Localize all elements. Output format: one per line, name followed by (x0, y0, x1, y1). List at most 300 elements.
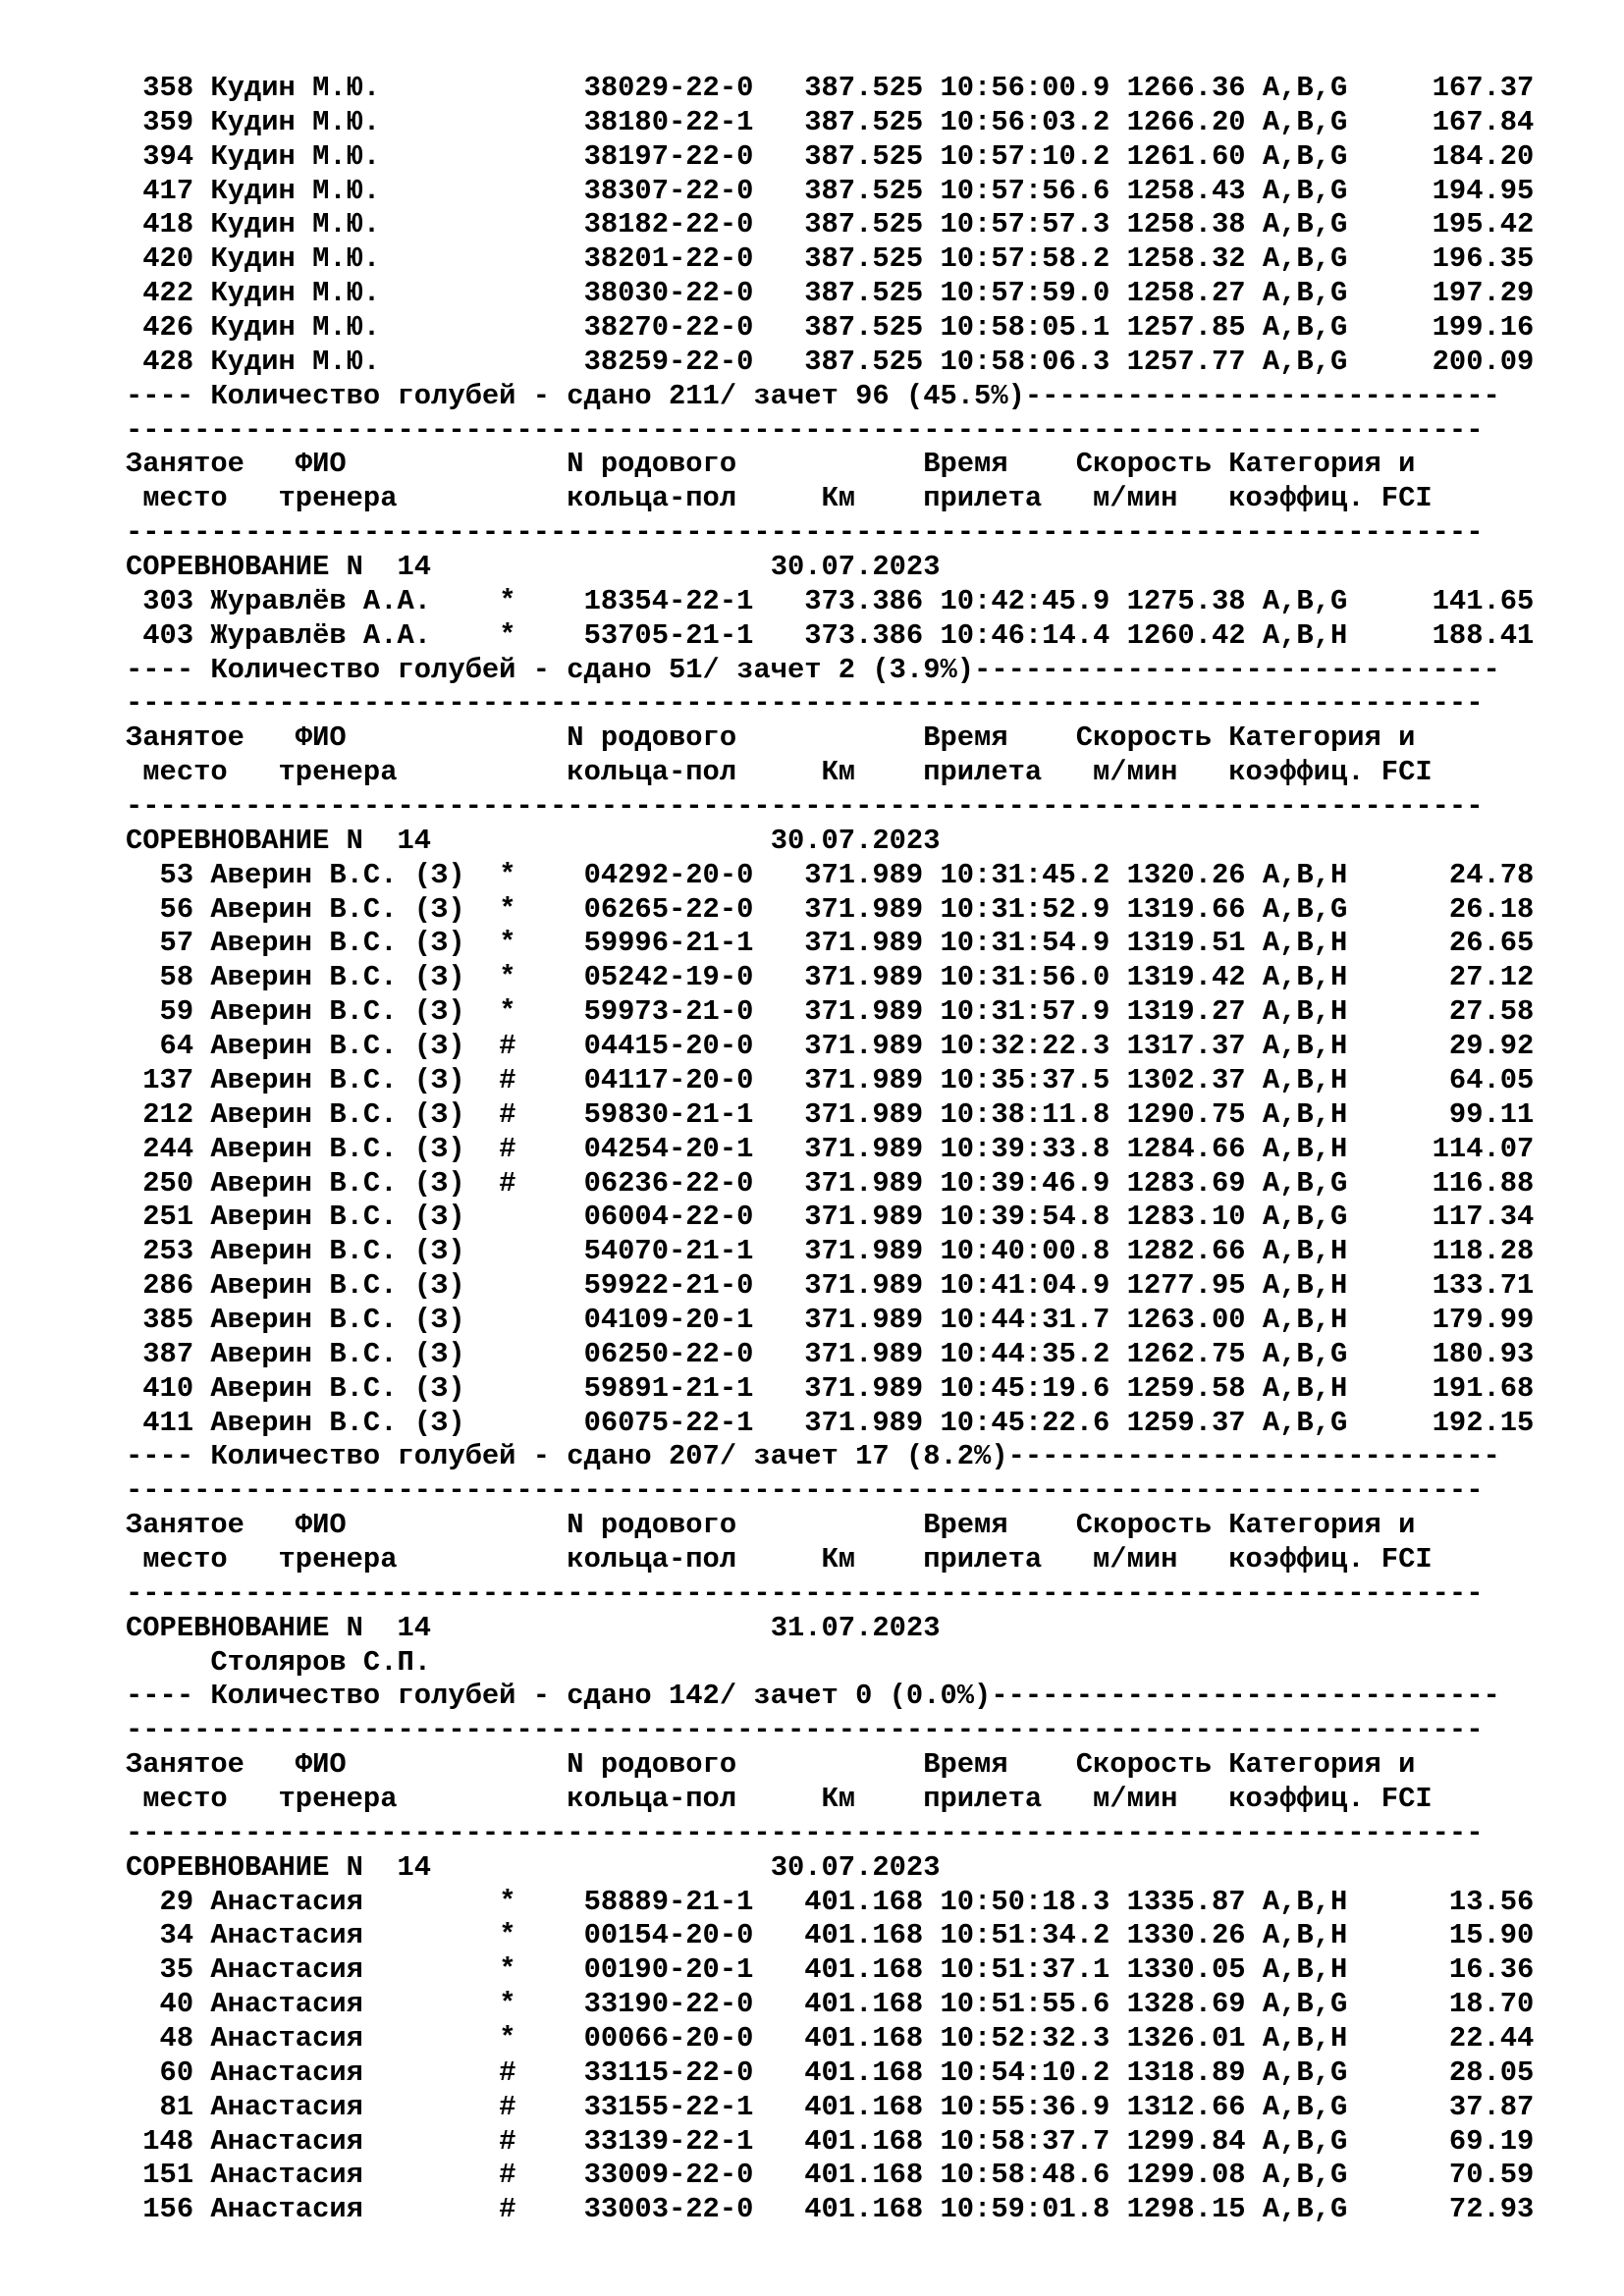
ring-cell: 33139-22-1 (583, 2124, 805, 2158)
ring-cell: 06236-22-0 (583, 1166, 805, 1200)
trainer-name-cell: Аверин В.С. (З) (193, 1063, 500, 1096)
category-cell: A,B,H (1262, 618, 1348, 652)
ring-cell: 00154-20-0 (583, 1919, 805, 1952)
category-cell: A,B,G (1262, 72, 1348, 104)
mark-cell: # (499, 1030, 584, 1063)
distance-cell: 387.525 (804, 277, 941, 310)
speed-cell: 1275.38 (1126, 584, 1263, 617)
result-row (126, 1407, 1534, 1441)
speed-cell: 1262.75 (1126, 1337, 1263, 1370)
arrival-time-cell: 10:58:06.3 (940, 345, 1127, 378)
mark-cell: * (499, 927, 584, 960)
place-cell: 385 (126, 1303, 194, 1336)
fci-cell: 72.93 (1347, 2193, 1535, 2226)
distance-cell: 387.525 (804, 72, 941, 104)
competition-date: 30.07.2023 (770, 824, 941, 857)
speed-cell: 1290.75 (1126, 1097, 1263, 1131)
arrival-time-cell: 10:54:10.2 (940, 2056, 1127, 2089)
arrival-time-cell: 10:38:11.8 (940, 1097, 1127, 1131)
mark-cell (499, 1372, 583, 1405)
ring-cell: 59973-21-0 (583, 995, 805, 1029)
column-header-row-2: место тренера кольца-пол Км прилета м/мин коэффиц. FCI (126, 1542, 1433, 1575)
mark-cell (499, 1201, 583, 1233)
competition-label: СОРЕВНОВАНИЕ N (126, 824, 398, 857)
trainer-name-cell: Анастасия (193, 2090, 500, 2123)
place-cell: 64 (126, 1030, 194, 1063)
category-cell: A,B,G (1262, 584, 1348, 617)
fci-cell: 16.36 (1347, 1953, 1535, 1987)
fci-cell: 69.19 (1347, 2124, 1535, 2158)
competition-number: 14 (397, 1850, 771, 1884)
mark-cell (499, 277, 583, 309)
result-row (126, 2159, 1534, 2193)
mark-cell: * (499, 892, 584, 926)
arrival-time-cell: 10:58:37.7 (940, 2124, 1127, 2158)
trainer-name-cell: Кудин М.Ю. (193, 345, 500, 378)
result-row (126, 619, 1534, 654)
mark-cell: * (499, 618, 584, 652)
result-row (126, 2193, 1534, 2227)
distance-cell: 401.168 (804, 1919, 941, 1952)
category-cell: A,B,G (1262, 1406, 1348, 1439)
trainer-name-cell: Кудин М.Ю. (193, 311, 500, 345)
ring-cell: 53705-21-1 (583, 618, 805, 652)
arrival-time-cell: 10:39:54.8 (940, 1201, 1127, 1234)
trainer-name-cell: Аверин В.С. (З) (193, 1269, 500, 1303)
place-cell: 253 (126, 1235, 194, 1268)
speed-cell: 1258.32 (1126, 242, 1263, 276)
result-row (126, 1988, 1534, 2022)
category-cell: A,B,H (1262, 1132, 1348, 1165)
competition-title (126, 825, 1534, 859)
mark-cell: # (499, 1166, 584, 1200)
category-cell: A,B,G (1262, 2193, 1348, 2226)
category-cell: A,B,H (1262, 1269, 1348, 1303)
arrival-time-cell: 10:41:04.9 (940, 1269, 1127, 1303)
place-cell: 137 (126, 1063, 194, 1096)
distance-cell: 387.525 (804, 345, 941, 378)
fci-cell: 196.35 (1347, 242, 1535, 276)
arrival-time-cell: 10:56:03.2 (940, 105, 1127, 138)
fci-cell: 64.05 (1347, 1063, 1535, 1096)
arrival-time-cell: 10:59:01.8 (940, 2193, 1127, 2226)
mark-cell (499, 311, 583, 344)
trainer-name-cell: Анастасия (193, 2056, 500, 2089)
mark-cell: # (499, 2193, 584, 2226)
speed-cell: 1258.27 (1126, 277, 1263, 310)
result-row (126, 311, 1534, 346)
trainer-name-cell: Аверин В.С. (З) (193, 1303, 500, 1336)
place-cell: 212 (126, 1097, 194, 1131)
category-cell: A,B,G (1262, 1201, 1348, 1234)
distance-cell: 371.989 (804, 1337, 941, 1370)
competition-label: СОРЕВНОВАНИЕ N (126, 1611, 398, 1644)
ring-cell: 06075-22-1 (583, 1406, 805, 1439)
fci-cell: 188.41 (1347, 618, 1535, 652)
ring-cell: 06250-22-0 (583, 1337, 805, 1370)
trainer-name-cell: Кудин М.Ю. (193, 174, 500, 207)
arrival-time-cell: 10:31:57.9 (940, 995, 1127, 1029)
mark-cell: # (499, 2124, 584, 2158)
ring-cell: 04415-20-0 (583, 1030, 805, 1063)
trainer-name-cell: Аверин В.С. (З) (193, 1166, 500, 1200)
speed-cell: 1259.58 (1126, 1371, 1263, 1405)
distance-cell: 387.525 (804, 242, 941, 276)
ring-cell: 38259-22-0 (583, 345, 805, 378)
place-cell: 410 (126, 1371, 194, 1405)
fci-cell: 114.07 (1347, 1132, 1535, 1165)
category-cell: A,B,G (1262, 174, 1348, 207)
speed-cell: 1319.27 (1126, 995, 1263, 1029)
trainer-name-line: Столяров С.П. (126, 1645, 432, 1679)
category-cell: A,B,H (1262, 1885, 1348, 1918)
speed-cell: 1319.42 (1126, 961, 1263, 994)
ring-cell: 58889-21-1 (583, 1885, 805, 1918)
result-row (126, 1953, 1534, 1988)
distance-cell: 387.525 (804, 139, 941, 173)
ring-cell: 33155-22-1 (583, 2090, 805, 2123)
ring-cell: 59830-21-1 (583, 1097, 805, 1131)
ring-cell: 04109-20-1 (583, 1303, 805, 1336)
ring-cell: 06004-22-0 (583, 1201, 805, 1234)
trainer-name-cell: Аверин В.С. (З) (193, 1235, 500, 1268)
ring-cell: 33190-22-0 (583, 1988, 805, 2021)
distance-cell: 371.989 (804, 1166, 941, 1200)
place-cell: 53 (126, 858, 194, 891)
competition-title (126, 551, 1534, 585)
speed-cell: 1259.37 (1126, 1406, 1263, 1439)
trainer-name-cell: Анастасия (193, 2124, 500, 2158)
separator-rule: -------------------------------------------------------------------------------- (126, 790, 1484, 824)
arrival-time-cell: 10:51:34.2 (940, 1919, 1127, 1952)
category-cell: A,B,G (1262, 2090, 1348, 2123)
result-row (126, 2125, 1534, 2160)
separator-rule: -------------------------------------------------------------------------------- (126, 413, 1484, 447)
category-cell: A,B,H (1262, 1371, 1348, 1405)
column-header-row: Занятое ФИО N родового Время Скорость Категория и (126, 1748, 1416, 1782)
distance-cell: 371.989 (804, 1406, 941, 1439)
ring-cell: 38180-22-1 (583, 105, 805, 138)
distance-cell: 401.168 (804, 1953, 941, 1987)
column-header-row-2: место тренера кольца-пол Км прилета м/мин коэффиц. FCI (126, 756, 1433, 789)
mark-cell: # (499, 1132, 584, 1165)
speed-cell: 1258.43 (1126, 174, 1263, 207)
ring-cell: 38030-22-0 (583, 277, 805, 310)
trainer-name-cell: Аверин В.С. (З) (193, 1406, 500, 1439)
speed-cell: 1320.26 (1126, 858, 1263, 891)
distance-cell: 373.386 (804, 584, 941, 617)
pigeons-summary: ---- Количество голубей - сдано 51/ зачет 2 (3.9%)------------------------------- (126, 653, 1500, 686)
place-cell: 286 (126, 1269, 194, 1303)
trainer-name-cell: Кудин М.Ю. (193, 105, 500, 138)
distance-cell: 387.525 (804, 311, 941, 345)
competition-date: 30.07.2023 (770, 1850, 941, 1884)
trainer-name-cell: Анастасия (193, 1988, 500, 2021)
mark-cell (499, 1235, 583, 1267)
place-cell: 420 (126, 242, 194, 276)
ring-cell: 59922-21-0 (583, 1269, 805, 1303)
column-header-row-2: место тренера кольца-пол Км прилета м/мин коэффиц. FCI (126, 482, 1433, 515)
distance-cell: 371.989 (804, 1269, 941, 1303)
result-row (126, 242, 1534, 277)
place-cell: 418 (126, 208, 194, 241)
speed-cell: 1317.37 (1126, 1030, 1263, 1063)
fci-cell: 27.12 (1347, 961, 1535, 994)
distance-cell: 371.989 (804, 1097, 941, 1131)
result-row (126, 1133, 1534, 1167)
place-cell: 250 (126, 1166, 194, 1200)
category-cell: A,B,H (1262, 927, 1348, 960)
category-cell: A,B,H (1262, 1919, 1348, 1952)
mark-cell: # (499, 2090, 584, 2123)
fci-cell: 18.70 (1347, 1988, 1535, 2021)
ring-cell: 59996-21-1 (583, 927, 805, 960)
arrival-time-cell: 10:57:59.0 (940, 277, 1127, 310)
arrival-time-cell: 10:40:00.8 (940, 1235, 1127, 1268)
arrival-time-cell: 10:57:58.2 (940, 242, 1127, 276)
fci-cell: 37.87 (1347, 2090, 1535, 2123)
category-cell: A,B,H (1262, 1097, 1348, 1131)
arrival-time-cell: 10:56:00.9 (940, 72, 1127, 104)
speed-cell: 1312.66 (1126, 2090, 1263, 2123)
category-cell: A,B,H (1262, 858, 1348, 891)
ring-cell: 04117-20-0 (583, 1063, 805, 1096)
distance-cell: 371.989 (804, 1303, 941, 1336)
fci-cell: 179.99 (1347, 1303, 1535, 1336)
category-cell: A,B,H (1262, 1030, 1348, 1063)
separator-rule: -------------------------------------------------------------------------------- (126, 516, 1484, 550)
category-cell: A,B,H (1262, 995, 1348, 1029)
distance-cell: 371.989 (804, 961, 941, 994)
speed-cell: 1302.37 (1126, 1063, 1263, 1096)
category-cell: A,B,G (1262, 892, 1348, 926)
mark-cell (499, 242, 583, 275)
fci-cell: 141.65 (1347, 584, 1535, 617)
result-row (126, 1235, 1534, 1269)
result-row (126, 927, 1534, 961)
distance-cell: 371.989 (804, 1201, 941, 1234)
mark-cell: * (499, 961, 584, 994)
competition-title (126, 1612, 1534, 1646)
mark-cell: # (499, 1063, 584, 1096)
distance-cell: 387.525 (804, 208, 941, 241)
distance-cell: 401.168 (804, 2056, 941, 2089)
trainer-name-cell: Кудин М.Ю. (193, 139, 500, 173)
speed-cell: 1328.69 (1126, 1988, 1263, 2021)
arrival-time-cell: 10:32:22.3 (940, 1030, 1127, 1063)
result-row (126, 72, 1534, 106)
fci-cell: 26.65 (1347, 927, 1535, 960)
distance-cell: 373.386 (804, 618, 941, 652)
category-cell: A,B,H (1262, 1953, 1348, 1987)
distance-cell: 401.168 (804, 2193, 941, 2226)
trainer-name-cell: Аверин В.С. (З) (193, 995, 500, 1029)
competition-number: 14 (397, 1611, 771, 1644)
result-row (126, 1167, 1534, 1201)
mark-cell: * (499, 1919, 584, 1952)
fci-cell: 167.84 (1347, 105, 1535, 138)
result-row (126, 346, 1534, 380)
category-cell: A,B,H (1262, 1063, 1348, 1096)
speed-cell: 1260.42 (1126, 618, 1263, 652)
result-row (126, 585, 1534, 619)
distance-cell: 401.168 (804, 2124, 941, 2158)
place-cell: 60 (126, 2056, 194, 2089)
mark-cell (499, 346, 583, 378)
mark-cell (499, 72, 583, 104)
ring-cell: 38197-22-0 (583, 139, 805, 173)
results-report (126, 72, 1534, 2227)
fci-cell: 13.56 (1347, 1885, 1535, 1918)
place-cell: 244 (126, 1132, 194, 1165)
mark-cell: * (499, 1988, 584, 2021)
distance-cell: 371.989 (804, 1063, 941, 1096)
arrival-time-cell: 10:35:37.5 (940, 1063, 1127, 1096)
fci-cell: 195.42 (1347, 208, 1535, 241)
arrival-time-cell: 10:58:48.6 (940, 2159, 1127, 2192)
result-row (126, 1064, 1534, 1098)
fci-cell: 192.15 (1347, 1406, 1535, 1439)
speed-cell: 1299.84 (1126, 2124, 1263, 2158)
arrival-time-cell: 10:44:31.7 (940, 1303, 1127, 1336)
ring-cell: 54070-21-1 (583, 1235, 805, 1268)
speed-cell: 1319.66 (1126, 892, 1263, 926)
distance-cell: 371.989 (804, 858, 941, 891)
ring-cell: 00190-20-1 (583, 1953, 805, 1987)
mark-cell (499, 140, 583, 173)
category-cell: A,B,H (1262, 2021, 1348, 2055)
speed-cell: 1277.95 (1126, 1269, 1263, 1303)
speed-cell: 1283.69 (1126, 1166, 1263, 1200)
place-cell: 358 (126, 72, 194, 104)
place-cell: 394 (126, 139, 194, 173)
place-cell: 403 (126, 618, 194, 652)
arrival-time-cell: 10:51:55.6 (940, 1988, 1127, 2021)
place-cell: 148 (126, 2124, 194, 2158)
place-cell: 34 (126, 1919, 194, 1952)
place-cell: 29 (126, 1885, 194, 1918)
distance-cell: 371.989 (804, 1371, 941, 1405)
arrival-time-cell: 10:39:33.8 (940, 1132, 1127, 1165)
distance-cell: 401.168 (804, 1885, 941, 1918)
arrival-time-cell: 10:31:54.9 (940, 927, 1127, 960)
trainer-name-cell: Анастасия (193, 1953, 500, 1987)
fci-cell: 118.28 (1347, 1235, 1535, 1268)
category-cell: A,B,G (1262, 139, 1348, 173)
mark-cell: * (499, 1953, 584, 1987)
trainer-name-cell: Аверин В.С. (З) (193, 1132, 500, 1165)
arrival-time-cell: 10:57:56.6 (940, 174, 1127, 207)
ring-cell: 00066-20-0 (583, 2021, 805, 2055)
category-cell: A,B,G (1262, 2159, 1348, 2192)
ring-cell: 33009-22-0 (583, 2159, 805, 2192)
arrival-time-cell: 10:57:10.2 (940, 139, 1127, 173)
speed-cell: 1319.51 (1126, 927, 1263, 960)
ring-cell: 38270-22-0 (583, 311, 805, 345)
fci-cell: 24.78 (1347, 858, 1535, 891)
category-cell: A,B,H (1262, 961, 1348, 994)
ring-cell: 04292-20-0 (583, 858, 805, 891)
result-row (126, 277, 1534, 311)
ring-cell: 33115-22-0 (583, 2056, 805, 2089)
ring-cell: 33003-22-0 (583, 2193, 805, 2226)
category-cell: A,B,G (1262, 105, 1348, 138)
mark-cell (499, 175, 583, 207)
distance-cell: 401.168 (804, 1988, 941, 2021)
trainer-name-cell: Аверин В.С. (З) (193, 1201, 500, 1234)
result-row (126, 208, 1534, 242)
fci-cell: 26.18 (1347, 892, 1535, 926)
place-cell: 422 (126, 277, 194, 310)
trainer-name-cell: Аверин В.С. (З) (193, 1337, 500, 1370)
mark-cell (499, 1269, 583, 1302)
distance-cell: 371.989 (804, 995, 941, 1029)
mark-cell: # (499, 1097, 584, 1131)
trainer-name-cell: Анастасия (193, 2159, 500, 2192)
separator-rule: -------------------------------------------------------------------------------- (126, 1816, 1484, 1849)
place-cell: 59 (126, 995, 194, 1029)
result-row (126, 106, 1534, 140)
fci-cell: 29.92 (1347, 1030, 1535, 1063)
result-row (126, 1338, 1534, 1372)
mark-cell (499, 106, 583, 138)
ring-cell: 59891-21-1 (583, 1371, 805, 1405)
place-cell: 411 (126, 1406, 194, 1439)
result-row (126, 2091, 1534, 2125)
speed-cell: 1335.87 (1126, 1885, 1263, 1918)
distance-cell: 401.168 (804, 2021, 941, 2055)
trainer-name-cell: Кудин М.Ю. (193, 242, 500, 276)
column-header-row: Занятое ФИО N родового Время Скорость Категория и (126, 1509, 1416, 1542)
category-cell: A,B,H (1262, 1303, 1348, 1336)
separator-rule: -------------------------------------------------------------------------------- (126, 1474, 1484, 1508)
mark-cell (499, 1304, 583, 1336)
result-row (126, 995, 1534, 1030)
mark-cell (499, 208, 583, 240)
column-header-row: Занятое ФИО N родового Время Скорость Категория и (126, 721, 1416, 755)
mark-cell: * (499, 858, 584, 891)
fci-cell: 184.20 (1347, 139, 1535, 173)
speed-cell: 1257.77 (1126, 345, 1263, 378)
speed-cell: 1266.36 (1126, 72, 1263, 104)
result-row (126, 893, 1534, 928)
speed-cell: 1318.89 (1126, 2056, 1263, 2089)
result-row (126, 1030, 1534, 1064)
trainer-name-cell: Аверин В.С. (З) (193, 1097, 500, 1131)
competition-date: 30.07.2023 (770, 551, 941, 584)
distance-cell: 371.989 (804, 927, 941, 960)
mark-cell (499, 1407, 583, 1439)
competition-number: 14 (397, 824, 771, 857)
speed-cell: 1258.38 (1126, 208, 1263, 241)
category-cell: A,B,G (1262, 242, 1348, 276)
place-cell: 428 (126, 345, 194, 378)
speed-cell: 1326.01 (1126, 2021, 1263, 2055)
arrival-time-cell: 10:45:19.6 (940, 1371, 1127, 1405)
fci-cell: 200.09 (1347, 345, 1535, 378)
speed-cell: 1284.66 (1126, 1132, 1263, 1165)
trainer-name-cell: Аверин В.С. (З) (193, 961, 500, 994)
place-cell: 81 (126, 2090, 194, 2123)
ring-cell: 06265-22-0 (583, 892, 805, 926)
fci-cell: 28.05 (1347, 2056, 1535, 2089)
arrival-time-cell: 10:31:56.0 (940, 961, 1127, 994)
speed-cell: 1266.20 (1126, 105, 1263, 138)
fci-cell: 70.59 (1347, 2159, 1535, 2192)
distance-cell: 401.168 (804, 2090, 941, 2123)
competition-label: СОРЕВНОВАНИЕ N (126, 551, 398, 584)
speed-cell: 1283.10 (1126, 1201, 1263, 1234)
